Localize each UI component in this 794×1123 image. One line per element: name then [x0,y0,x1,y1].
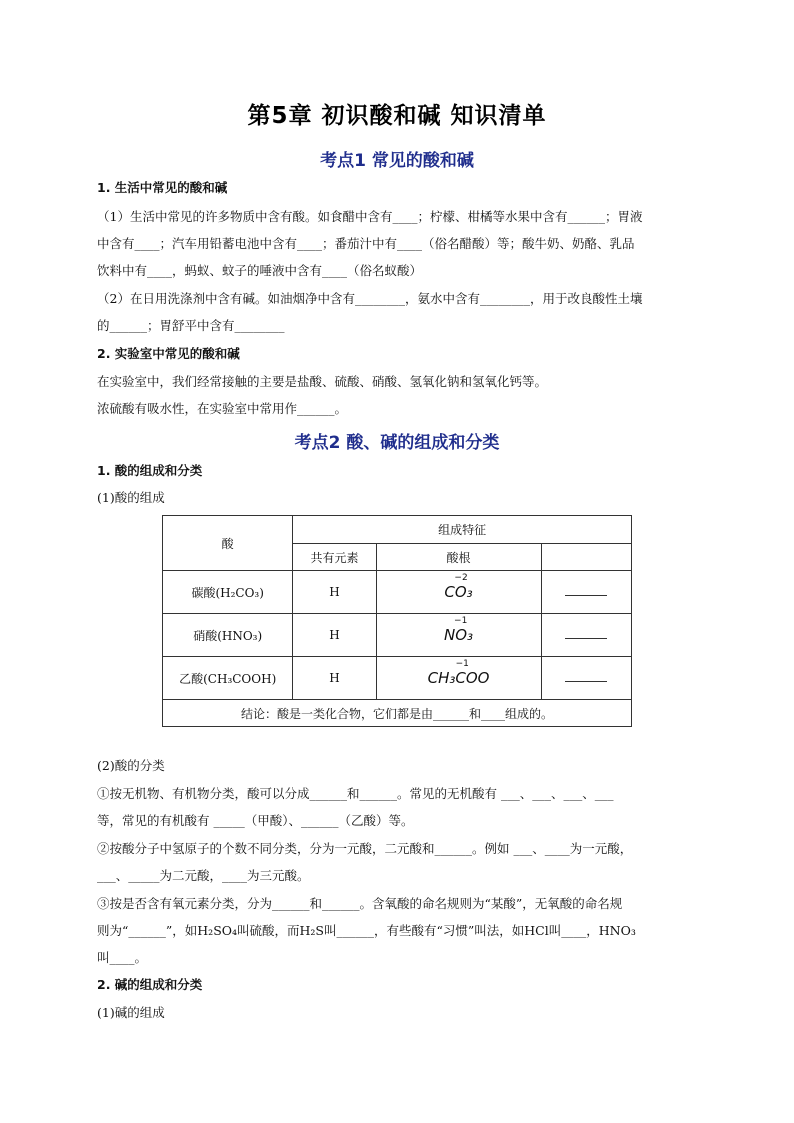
answer-blank[interactable] [565,628,607,639]
table-conclusion: 结论：酸是一类化合物，它们都是由______和____组成的。 [163,700,632,727]
table-row [163,657,632,700]
paragraph-acids-line-3: 饮料中有____，蚂蚁、蚊子的唾液中含有____（俗名蚁酸） [97,263,423,278]
table-row [163,614,632,657]
classification-3-line-2: 则为“______”，如H₂SO₄叫硫酸，而H₂S叫______，有些酸有“习惯”叫法，如HCl叫____，HNO₃ [97,923,636,938]
paragraph-acids-line-2: 中含有____；汽车用铅蓄电池中含有____；番茄汁中有____（俗名醋酸）等；酸牛奶、奶酪、乳品 [97,236,635,251]
answer-blank[interactable] [565,671,607,682]
subheading-acid-composition: (1)酸的组成 [97,490,165,505]
radical-cell [376,571,541,614]
header-radical: 酸根 [376,544,541,571]
radical-text: NO₃ [444,626,474,644]
radical-formula [444,616,474,644]
radical-charge: −1 [454,616,468,626]
classification-1-line-2: 等，常见的有机酸有 _____（甲酸）、______（乙酸）等。 [97,813,414,828]
classification-2-line-1: ②按酸分子中氢原子的个数不同分类，分为一元酸，二元酸和______。例如 ___、____为一元酸， [97,841,633,856]
subheading-acid-classification: (2)酸的分类 [97,758,165,773]
heading-acid-composition: 1. 酸的组成和分类 [97,463,203,478]
classification-3-line-3: 叫____。 [97,950,148,965]
classification-3-line-1: ③按是否含有氧元素分类，分为______和______。含氧酸的命名规则为“某酸”，无氧酸的命名规 [97,896,623,911]
section-heading-1: 考点1 常见的酸和碱 [320,151,474,171]
radical-charge: −1 [455,659,469,669]
section-heading-2: 考点2 酸、碱的组成和分类 [294,433,500,453]
heading-common-acids-bases: 1. 生活中常见的酸和碱 [97,180,228,195]
paragraph-bases-line-1: （2）在日用洗涤剂中含有碱。如油烟净中含有________，氨水中含有________，用于改良酸性土壤 [97,291,643,306]
header-blank [541,544,632,571]
radical-text: CO₃ [444,583,473,601]
answer-cell [541,614,632,657]
radical-cell [376,657,541,700]
common-element: H [293,571,376,614]
answer-cell [541,571,632,614]
acid-name: 硝酸(HNO₃) [163,614,293,657]
heading-lab-acids-bases: 2. 实验室中常见的酸和碱 [97,346,240,361]
radical-text: CH₃COO [427,669,490,687]
paragraph-bases-line-2: 的______；胃舒平中含有________ [97,318,285,333]
acid-name: 乙酸(CH₃COOH) [163,657,293,700]
answer-blank[interactable] [565,585,607,596]
acid-name: 碳酸(H₂CO₃) [163,571,293,614]
lab-paragraph-line-2: 浓硫酸有吸水性，在实验室中常用作______。 [97,401,348,416]
header-acid: 酸 [163,516,293,571]
subheading-base-composition: (1)碱的组成 [97,1005,165,1020]
table-row [163,571,632,614]
classification-1-line-1: ①按无机物、有机物分类，酸可以分成______和______。常见的无机酸有 ___、___、___、___ [97,786,614,801]
paragraph-acids-line-1: （1）生活中常见的许多物质中含有酸。如食醋中含有____；柠檬、柑橘等水果中含有______；胃液 [97,209,643,224]
common-element: H [293,614,376,657]
radical-formula [444,573,473,601]
document-title: 第5章 初识酸和碱 知识清单 [247,103,547,129]
header-common-element: 共有元素 [293,544,376,571]
acid-composition-table [162,515,632,727]
header-features: 组成特征 [293,516,632,544]
common-element: H [293,657,376,700]
heading-base-composition: 2. 碱的组成和分类 [97,977,203,992]
lab-paragraph-line-1: 在实验室中，我们经常接触的主要是盐酸、硫酸、硝酸、氢氧化钠和氢氧化钙等。 [97,374,548,389]
answer-cell [541,657,632,700]
classification-2-line-2: ___、_____为二元酸，____为三元酸。 [97,868,310,883]
radical-formula [427,659,490,687]
radical-charge: −2 [454,573,468,583]
radical-cell [376,614,541,657]
